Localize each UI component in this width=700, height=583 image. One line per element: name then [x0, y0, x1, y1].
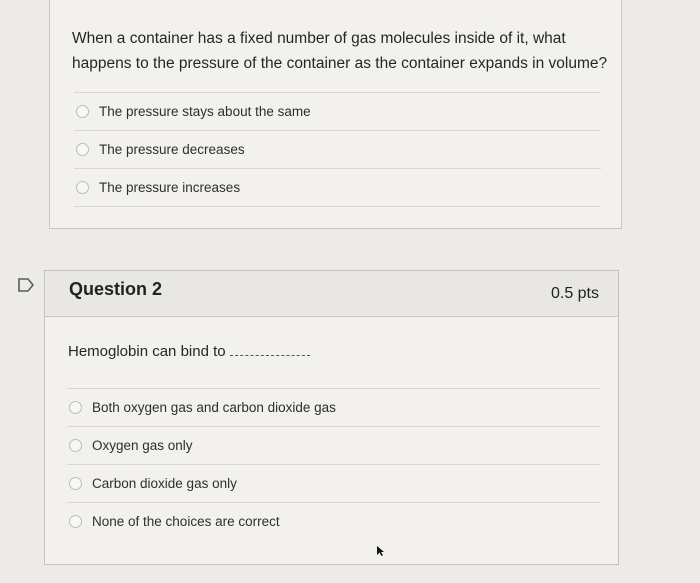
answer-option[interactable]	[67, 464, 600, 502]
flag-icon[interactable]	[18, 278, 34, 292]
answer-label: The pressure stays about the same	[99, 104, 311, 119]
answer-label: Carbon dioxide gas only	[92, 476, 237, 491]
fill-in-blank	[230, 343, 310, 356]
radio-button-icon[interactable]	[69, 477, 82, 490]
question-2-answers	[67, 388, 600, 540]
question-2-text-row	[68, 343, 310, 360]
radio-button-icon[interactable]	[76, 105, 89, 118]
question-1-card	[49, 0, 622, 229]
answer-option[interactable]	[74, 92, 601, 130]
question-2-header	[45, 271, 618, 317]
mouse-cursor-icon	[376, 545, 384, 557]
radio-button-icon[interactable]	[69, 515, 82, 528]
question-1-text: When a container has a fixed number of gas molecules inside of it, what happens to the pressure of the container as the container expands in volume?	[72, 30, 608, 72]
radio-button-icon[interactable]	[76, 143, 89, 156]
answer-option[interactable]	[67, 502, 600, 540]
answer-option[interactable]	[67, 426, 600, 464]
answer-label: The pressure increases	[99, 180, 241, 195]
answer-option[interactable]	[67, 388, 600, 426]
question-title: Question 2	[69, 279, 163, 299]
question-points: 0.5 pts	[550, 285, 599, 302]
question-2-card	[44, 270, 619, 565]
answer-option[interactable]	[74, 130, 601, 168]
question-1-answers	[74, 92, 601, 207]
answer-label: Both oxygen gas and carbon dioxide gas	[92, 400, 336, 415]
radio-button-icon[interactable]	[69, 439, 82, 452]
radio-button-icon[interactable]	[69, 401, 82, 414]
answer-option[interactable]	[74, 168, 601, 207]
answer-label: None of the choices are correct	[92, 514, 280, 529]
question-2-text: Hemoglobin can bind to	[68, 343, 226, 360]
answer-label: The pressure decreases	[99, 142, 245, 157]
answer-label: Oxygen gas only	[92, 438, 193, 453]
radio-button-icon[interactable]	[76, 181, 89, 194]
